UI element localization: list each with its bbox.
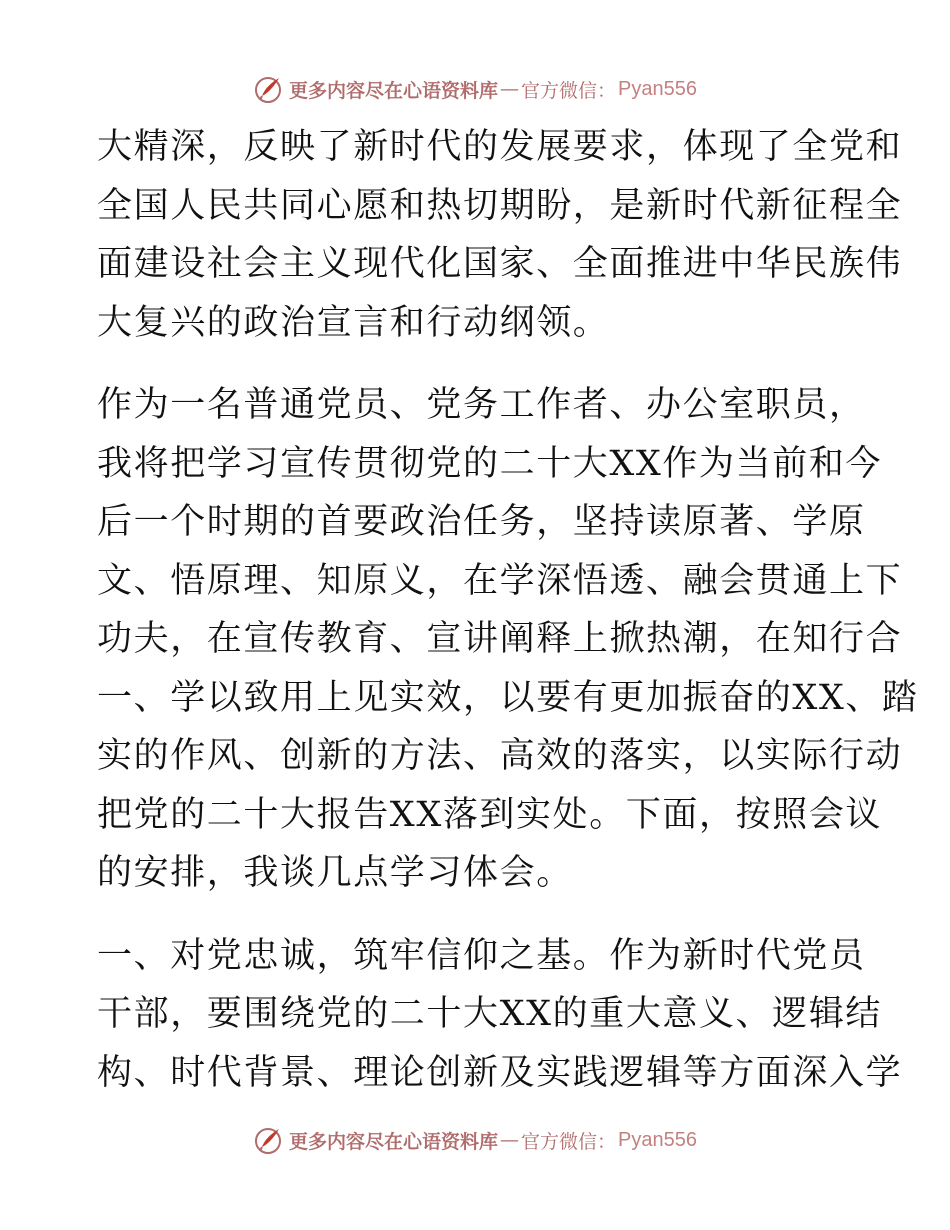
text-line: 一、学以致用上见实效，以要有更加振奋的XX、踏 [97,677,919,718]
watermark-separator: — [500,78,520,100]
text-line: 面建设社会主义现代化国家、全面推进中华民族伟 [97,244,903,284]
watermark-main-text: 更多内容尽在心语资料库 [289,79,499,102]
text-line: 构、时代背景、理论创新及实践逻辑等方面深入学 [97,1052,903,1093]
quill-logo-icon [253,74,283,104]
text-line: 作为一名普通党员、党务工作者、办公室职员， [97,385,866,425]
text-line: 大复兴的政治宣言和行动纲领。 [97,302,610,343]
watermark-separator: — [500,1129,520,1151]
text-line: 实的作风、创新的方法、高效的落实，以实际行动 [97,736,903,776]
document-body [97,118,919,1102]
quill-logo-icon [253,1125,283,1155]
text-line: 功夫，在宣传教育、宣讲阐释上掀热潮，在知行合 [97,619,903,659]
header-watermark [0,72,950,106]
paragraph-1 [97,118,903,352]
text-line: 大精深，反映了新时代的发展要求，体现了全党和 [97,127,903,167]
watermark-account-id: Pyan556 [618,1128,697,1151]
text-line: 文、悟原理、知原义，在学深悟透、融会贯通上下 [97,560,903,601]
text-line: 全国人民共同心愿和热切期盼，是新时代新征程全 [97,185,903,226]
text-line: 一、对党忠诚，筑牢信仰之基。作为新时代党员 [97,935,866,976]
text-line: 后一个时期的首要政治任务，坚持读原著、学原 [97,502,866,542]
paragraph-2 [97,376,919,903]
watermark-account-id: Pyan556 [618,77,697,100]
text-line: 我将把学习宣传贯彻党的二十大XX作为当前和今 [97,443,883,484]
watermark-official-label: 官方微信： [521,79,617,102]
text-line: 把党的二十大报告XX落到实处。下面，按照会议 [97,794,883,835]
text-line: 的安排，我谈几点学习体会。 [97,853,573,893]
footer-watermark [0,1123,950,1157]
watermark-main-text: 更多内容尽在心语资料库 [289,1130,499,1153]
paragraph-3 [97,927,903,1103]
watermark-official-label: 官方微信： [521,1130,617,1153]
text-line: 干部，要围绕党的二十大XX的重大意义、逻辑结 [97,994,883,1034]
